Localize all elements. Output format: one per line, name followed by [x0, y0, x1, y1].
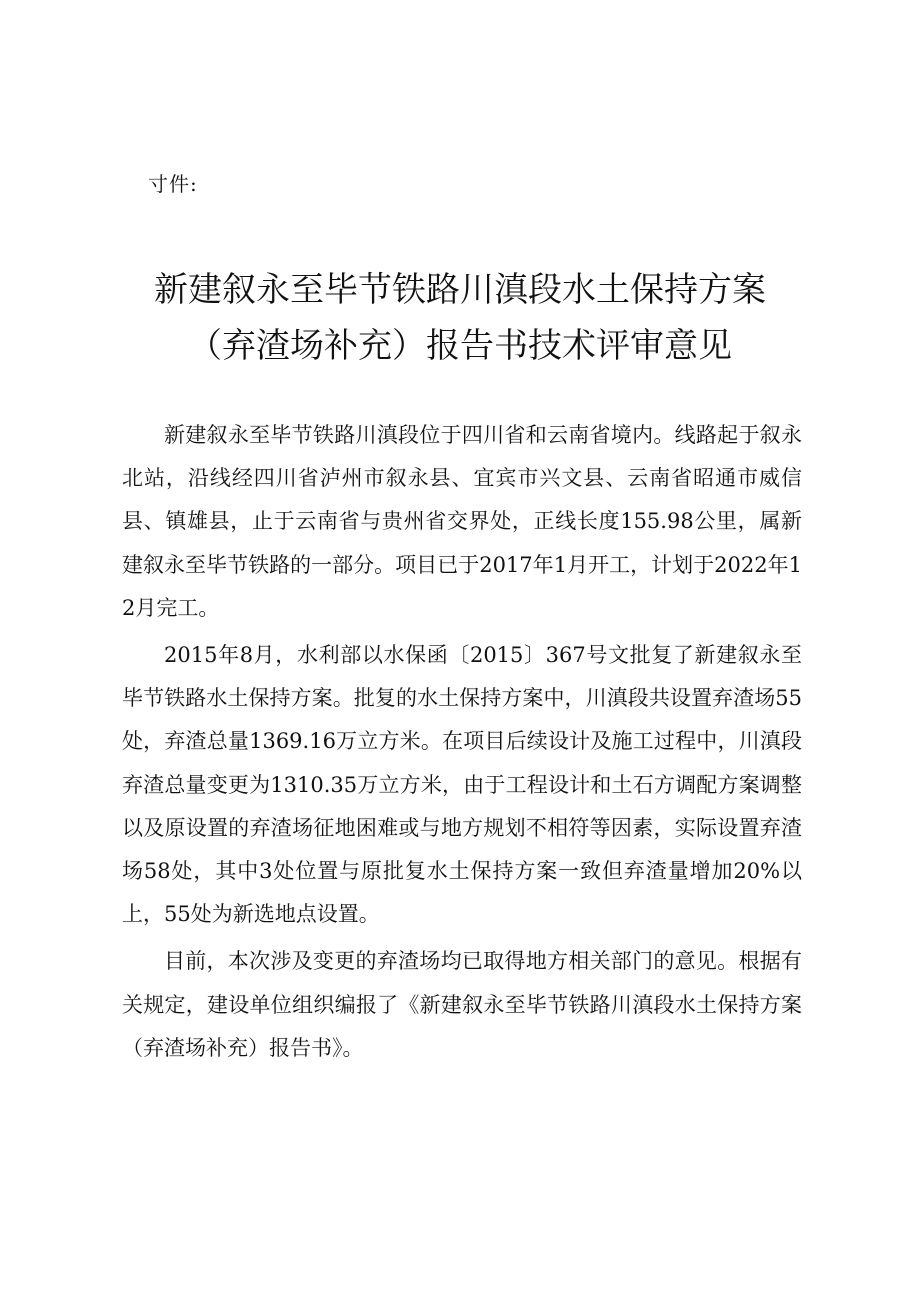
paragraph-3: 目前，本次涉及变更的弃渣场均已取得地方相关部门的意见。根据有关规定，建设单位组织编报了《新建叙永至毕节铁路川滇段水土保持方案（弃渣场补充）报告书》。 [122, 949, 802, 1060]
document-title [90, 262, 830, 374]
document-body [122, 414, 802, 1074]
title-line-2: （弃渣场补充）报告书技术评审意见 [188, 326, 732, 366]
title-line-1: 新建叙永至毕节铁路川滇段水土保持方案 [154, 270, 766, 310]
paragraph-1: 新建叙永至毕节铁路川滇段位于四川省和云南省境内。线路起于叙永北站，沿线经四川省泸州市叙永县、宜宾市兴文县、云南省昭通市威信县、镇雄县，止于云南省与贵州省交界处，正线长度155.98公里，属新建叙永至毕节铁路的一部分。项目已于2017年1月开工，计划于2022年12月完工。 [122, 423, 802, 620]
attachment-label: 寸件: [148, 172, 198, 196]
paragraph-2: 2015年8月，水利部以水保函〔2015〕367号文批复了新建叙永至毕节铁路水土保持方案。批复的水土保持方案中，川滇段共设置弃渣场55处，弃渣总量1369.16万立方米。在项目后续设计及施工过程中，川滇段弃渣总量变更为1310.35万立方米，由于工程设计和土石方调配方案调整以及原设置的弃渣场征地困难或与地方规划不相符等因素，实际设置弃渣场58处，其中3处位置与原批复水土保持方案一致但弃渣量增加20%以上，55处为新选地点设置。 [122, 643, 802, 927]
